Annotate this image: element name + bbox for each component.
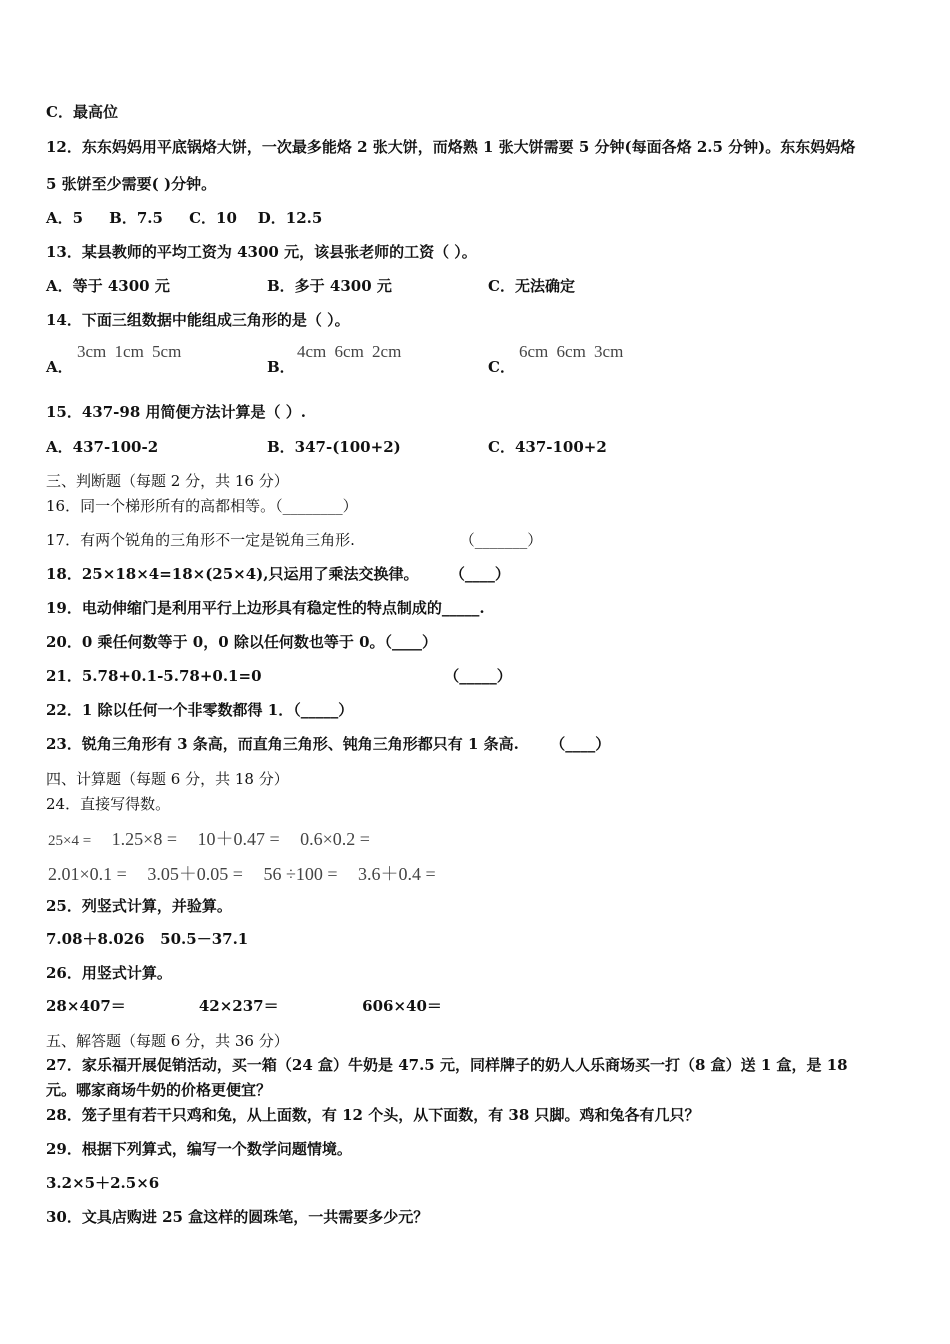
math-item: 56 ÷100 =	[263, 864, 338, 884]
question-21: 21．5.78+0.1-5.78+0.1=0 （_____）	[46, 667, 512, 685]
question-28: 28．笼子里有若干只鸡和兔，从上面数，有 12 个头，从下面数，有 38 只脚。鸡和兔各有几只？	[46, 1106, 700, 1124]
question-14-option-a-values: 3cm 1cm 5cm	[77, 342, 182, 361]
question-15-option-a: A．437-100-2	[46, 438, 159, 456]
question-20: 20．0 乘任何数等于 0，0 除以任何数也等于 0。（____）	[46, 633, 438, 651]
question-13-option-c: C．无法确定	[488, 277, 575, 295]
question-14-option-a: A．	[46, 358, 73, 376]
section-4-heading: 四、计算题（每题 6 分，共 18 分）	[46, 770, 289, 788]
question-30: 30．文具店购进 25 盒这样的圆珠笔，一共需要多少元？	[46, 1208, 429, 1226]
question-22: 22．1 除以任何一个非零数都得 1．（_____）	[46, 701, 354, 719]
math-item: 25×4 =	[48, 833, 92, 849]
question-12-options: A．5 B．7.5 C．10 D．12.5	[46, 209, 323, 227]
question-14-option-c: C．	[488, 358, 515, 376]
math-item: 0.6×0.2 =	[300, 829, 370, 849]
question-18: 18．25×18×4=18×(25×4),只运用了乘法交换律。 （____）	[46, 565, 510, 583]
question-29-expression: 3.2×5＋2.5×6	[46, 1174, 160, 1192]
math-row-1	[48, 825, 386, 851]
question-29: 29．根据下列算式，编写一个数学问题情境。	[46, 1140, 352, 1158]
question-14-option-b: B．	[267, 358, 295, 376]
question-14: 14．下面三组数据中能组成三角形的是（ ）。	[46, 311, 350, 329]
question-24: 24．直接写得数。	[46, 795, 171, 813]
question-23: 23．锐角三角形有 3 条高，而直角三角形、钝角三角形都只有 1 条高. （____）	[46, 735, 611, 753]
section-3-heading: 三、判断题（每题 2 分，共 16 分）	[46, 472, 289, 490]
question-12-cont: 5 张饼至少需要( )分钟。	[46, 175, 217, 193]
math-row-2	[48, 860, 452, 886]
question-15-option-b: B．347-(100+2)	[267, 438, 401, 456]
question-26-expressions: 28×407＝ 42×237＝ 606×40＝	[46, 997, 442, 1015]
question-16: 16．同一个梯形所有的高都相等。（________）	[46, 497, 358, 515]
question-17: 17．有两个锐角的三角形不一定是锐角三角形. （_______）	[46, 531, 543, 549]
math-item: 2.01×0.1 =	[48, 864, 127, 884]
question-27: 27．家乐福开展促销活动，买一箱（24 盒）牛奶是 47.5 元，同样牌子的奶人人乐商场买一打（8 盒）送 1 盒，是 18	[46, 1056, 848, 1074]
question-27-cont: 元。哪家商场牛奶的价格更便宜？	[46, 1081, 272, 1099]
section-5-heading: 五、解答题（每题 6 分，共 36 分）	[46, 1032, 289, 1050]
question-14-option-c-values: 6cm 6cm 3cm	[519, 342, 624, 361]
option-c-text: C．最高位	[46, 103, 118, 121]
question-15-option-c: C．437-100+2	[488, 438, 607, 456]
math-item: 3.6＋0.4 =	[358, 864, 436, 884]
question-15: 15．437-98 用简便方法计算是（ ）.	[46, 403, 306, 421]
question-13-option-b: B．多于 4300 元	[267, 277, 392, 295]
math-item: 10＋0.47 =	[197, 829, 280, 849]
question-12: 12．东东妈妈用平底锅烙大饼，一次最多能烙 2 张大饼，而烙熟 1 张大饼需要 5 分钟(每面各烙 2.5 分钟)。东东妈妈烙	[46, 138, 856, 156]
question-25-expressions: 7.08＋8.026 50.5－37.1	[46, 930, 249, 948]
question-19: 19．电动伸缩门是利用平行上边形具有稳定性的特点制成的_____.	[46, 599, 485, 617]
math-item: 3.05＋0.05 =	[147, 864, 243, 884]
math-item: 1.25×8 =	[111, 829, 177, 849]
question-14-option-b-values: 4cm 6cm 2cm	[297, 342, 402, 361]
question-25: 25．列竖式计算，并验算。	[46, 897, 232, 915]
question-26: 26．用竖式计算。	[46, 964, 172, 982]
question-13: 13．某县教师的平均工资为 4300 元，该县张老师的工资（ ）。	[46, 243, 477, 261]
question-13-option-a: A．等于 4300 元	[46, 277, 170, 295]
